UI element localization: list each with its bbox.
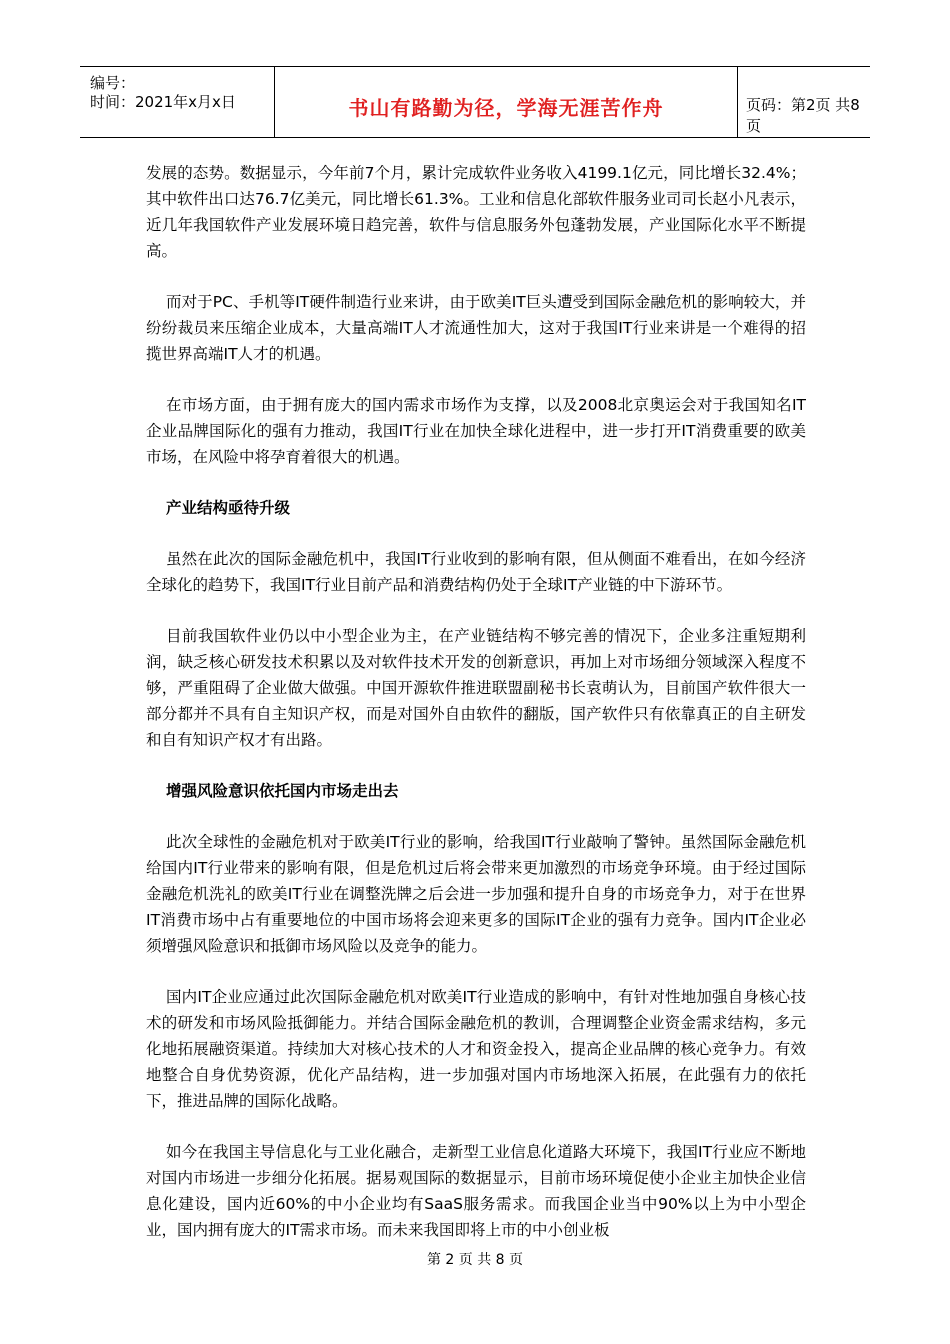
header-motto-cell: [275, 67, 738, 137]
page-info: 页码：第2页 共8页: [746, 96, 860, 135]
paragraph: 如今在我国主导信息化与工业化融合，走新型工业信息化道路大环境下，我国IT行业应不断地对国内市场进一步细分化拓展。据易观国际的数据显示，目前市场环境促使小企业主加快企业信息化建设，国内近60%的中小企业均有SaaS服务需求。而我国企业当中90%以上为中小型企业，国内拥有庞大的IT需求市场。而未来我国即将上市的中小创业板: [146, 1143, 806, 1239]
paragraph: 目前我国软件业仍以中小型企业为主，在产业链结构不够完善的情况下，企业多注重短期利润，缺乏核心研发技术积累以及对软件技术开发的创新意识，再加上对市场细分领域深入程度不够，严重阻碍了企业做大做强。中国开源软件推进联盟副秘书长袁萌认为，目前国产软件很大一部分都并不具有自主知识产权，而是对国外自由软件的翻版，国产软件只有依靠真正的自主研发和自有知识产权才有出路。: [146, 627, 806, 749]
motto-text: 书山有路勤为径，学海无涯苦作舟: [348, 96, 664, 120]
section-heading: 增强风险意识依托国内市场走出去: [166, 782, 399, 800]
document-header: [80, 66, 870, 138]
document-time-label: 时间：2021年x月x日: [90, 93, 236, 111]
paragraph: 在市场方面，由于拥有庞大的国内需求市场作为支撑，以及2008北京奥运会对于我国知名IT企业品牌国际化的强有力推动，我国IT行业在加快全球化进程中，进一步打开IT消费重要的欧美市场，在风险中将孕育着很大的机遇。: [146, 396, 806, 466]
document-number-label: 编号：: [90, 74, 136, 92]
paragraph: 此次全球性的金融危机对于欧美IT行业的影响，给我国IT行业敲响了警钟。虽然国际金融危机给国内IT行业带来的影响有限，但是危机过后将会带来更加激烈的市场竞争环境。由于经过国际金融危机洗礼的欧美IT行业在调整洗牌之后会进一步加强和提升自身的市场竞争力，对于在世界IT消费市场中占有重要地位的中国市场将会迎来更多的国际IT企业的强有力竞争。国内IT企业必须增强风险意识和抵御市场风险以及竞争的能力。: [146, 833, 806, 955]
section-heading: 产业结构亟待升级: [166, 499, 291, 517]
document-body: [146, 160, 806, 1243]
header-meta-cell: [80, 67, 275, 137]
paragraph: 虽然在此次的国际金融危机中，我国IT行业收到的影响有限，但从侧面不难看出，在如今经济全球化的趋势下，我国IT行业目前产品和消费结构仍处于全球IT产业链的中下游环节。: [146, 550, 806, 594]
paragraph: 发展的态势。数据显示，今年前7个月，累计完成软件业务收入4199.1亿元，同比增长32.4%；其中软件出口达76.7亿美元，同比增长61.3%。工业和信息化部软件服务业司司长赵小凡表示，近几年我国软件产业发展环境日趋完善，软件与信息服务外包蓬勃发展，产业国际化水平不断提高。: [146, 164, 806, 260]
page-footer: 第 2 页 共 8 页: [426, 1252, 524, 1268]
paragraph: 国内IT企业应通过此次国际金融危机对欧美IT行业造成的影响中，有针对性地加强自身核心技术的研发和市场风险抵御能力。并结合国际金融危机的教训，合理调整企业资金需求结构，多元化地拓展融资渠道。持续加大对核心技术的人才和资金投入，提高企业品牌的核心竞争力。有效地整合自身优势资源，优化产品结构，进一步加强对国内市场地深入拓展，在此强有力的依托下，推进品牌的国际化战略。: [146, 988, 806, 1110]
header-page-cell: [738, 67, 870, 137]
paragraph: 而对于PC、手机等IT硬件制造行业来讲，由于欧美IT巨头遭受到国际金融危机的影响较大，并纷纷裁员来压缩企业成本，大量高端IT人才流通性加大，这对于我国IT行业来讲是一个难得的招揽世界高端IT人才的机遇。: [146, 293, 806, 363]
